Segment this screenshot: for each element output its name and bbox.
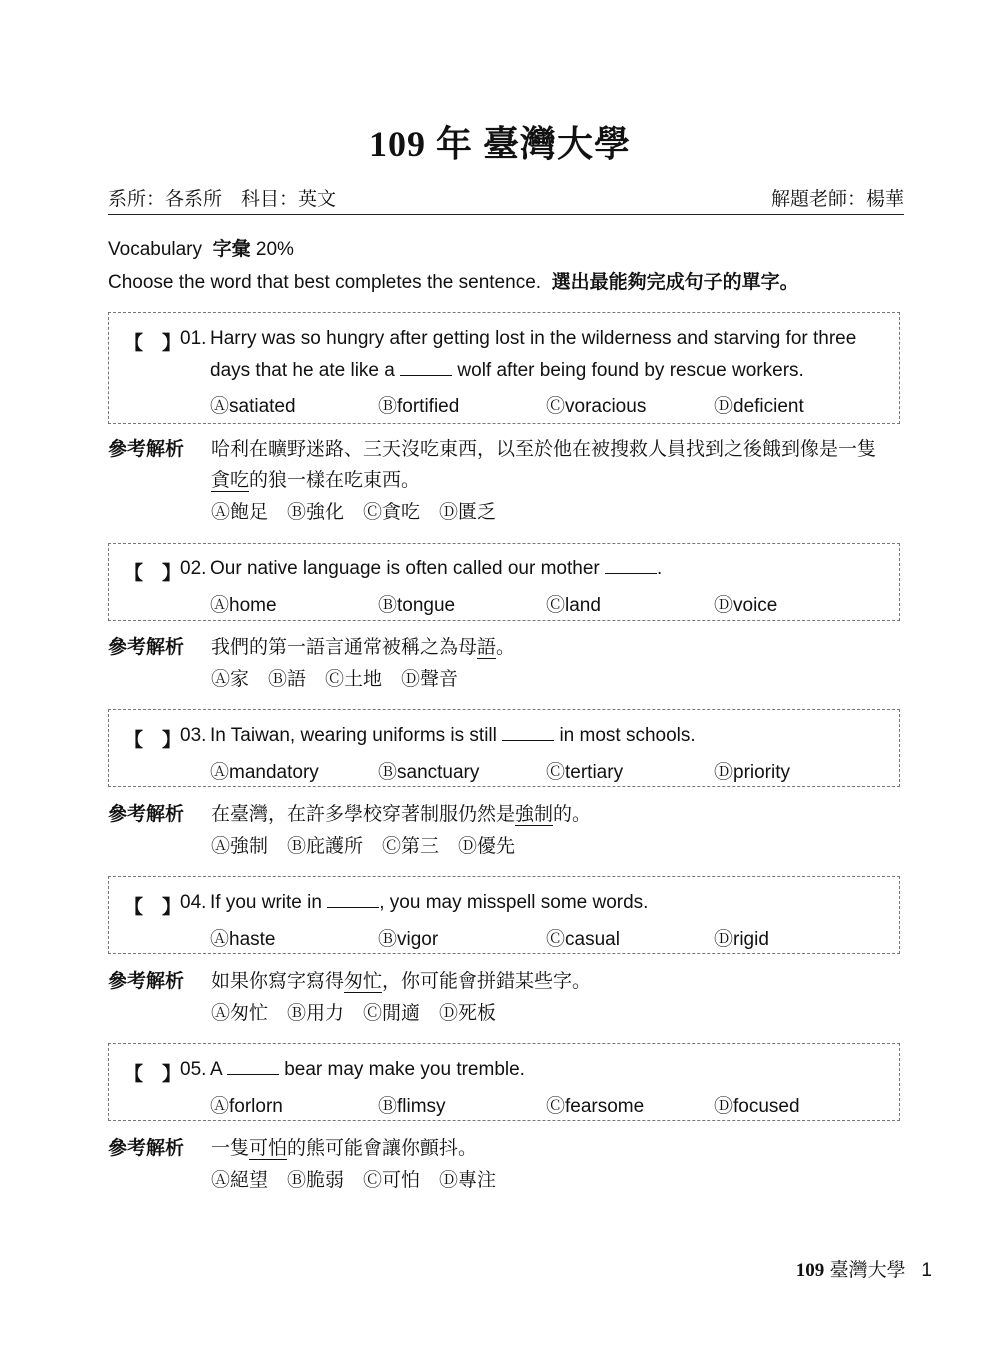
question-text-line1: Harry was so hungry after getting lost in the wilderness and starving for three — [210, 328, 857, 349]
answer-text-pre: 在臺灣，在許多學校穿著制服仍然是 — [211, 804, 516, 825]
instruction-en: Choose the word that best completes the sentence. — [108, 272, 542, 293]
answer-bracket: 【 】 — [124, 730, 182, 751]
option-d: Ⓓvoice — [714, 595, 778, 616]
answer-explanation — [211, 966, 591, 993]
question-text-post: in most schools. — [559, 725, 696, 746]
option-b: Ⓑsanctuary — [378, 762, 480, 783]
question-text — [210, 558, 662, 580]
question-text-pre: days that he ate like a — [210, 360, 395, 381]
answer-label: 參考解析 — [108, 971, 185, 992]
question-text — [210, 328, 856, 350]
section-percent: 20% — [255, 239, 294, 260]
dept-label: 系所：各系所 — [108, 189, 223, 210]
blank — [400, 374, 452, 376]
question-text-post: . — [657, 558, 663, 579]
question-number: 04. — [180, 892, 207, 913]
question-number: 05. — [180, 1059, 207, 1080]
option-c: Ⓒland — [546, 595, 601, 616]
option-d: Ⓓdeficient — [714, 396, 804, 417]
answer-keyword: 匆忙 — [344, 971, 383, 992]
answer-text-post: 的熊可能會讓你顫抖。 — [287, 1138, 478, 1159]
question-text-pre: Our native language is often called our mother — [210, 558, 600, 579]
answer-text-post: ，你可能會拼錯某些字。 — [382, 971, 592, 992]
footer-year: 109 — [795, 1260, 825, 1281]
question-text — [210, 892, 648, 914]
option-a: Ⓐsatiated — [210, 396, 296, 417]
answer-bracket: 【 】 — [124, 333, 182, 354]
dept-subject — [108, 184, 336, 211]
option-a: Ⓐhaste — [210, 929, 276, 950]
instruction-zh: 選出最能夠完成句子的單字。 — [551, 272, 799, 293]
blank — [327, 906, 379, 908]
answer-explanation — [211, 1133, 477, 1160]
answer-bracket: 【 】 — [124, 1064, 182, 1085]
question-text-post: bear may make you tremble. — [284, 1059, 525, 1080]
answer-text-post: 的。 — [553, 804, 592, 825]
option-a: Ⓐforlorn — [210, 1096, 283, 1117]
question-number: 03. — [180, 725, 207, 746]
question-text-pre: In Taiwan, wearing uniforms is still — [210, 725, 497, 746]
answer-options: Ⓐ匆忙 Ⓑ用力 Ⓒ閒適 Ⓓ死板 — [211, 1003, 497, 1024]
blank — [227, 1073, 279, 1075]
teacher-label: 解題老師：楊華 — [770, 189, 904, 210]
question-text-line2 — [210, 360, 804, 382]
option-a: Ⓐhome — [210, 595, 277, 616]
question-text-post: , you may misspell some words. — [379, 892, 649, 913]
question-text — [210, 725, 696, 747]
footer-school: 臺灣大學 — [829, 1260, 906, 1281]
answer-explanation — [211, 799, 591, 826]
option-b: Ⓑflimsy — [378, 1096, 446, 1117]
answer-label: 參考解析 — [108, 804, 185, 825]
answer-label: 參考解析 — [108, 637, 185, 658]
option-c: Ⓒtertiary — [546, 762, 624, 783]
question-text-pre: A — [210, 1059, 222, 1080]
answer-bracket: 【 】 — [124, 563, 182, 584]
option-a: Ⓐmandatory — [210, 762, 319, 783]
option-b: Ⓑtongue — [378, 595, 456, 616]
question-text-post: wolf after being found by rescue workers. — [457, 360, 804, 381]
question-number: 01. — [180, 328, 207, 349]
answer-keyword: 可怕 — [249, 1138, 288, 1159]
section-title — [108, 234, 294, 261]
answer-text-post: 的狼一樣在吃東西。 — [249, 470, 421, 491]
page-number: 1 — [921, 1260, 932, 1281]
option-c: Ⓒvoracious — [546, 396, 647, 417]
answer-keyword: 貪吃 — [211, 470, 250, 491]
answer-text-pre: 一隻 — [211, 1138, 250, 1159]
answer-keyword: 強制 — [515, 804, 554, 825]
answer-explanation: 哈利在曠野迷路、三天沒吃東西，以至於他在被搜救人員找到之後餓到像是一隻 — [211, 439, 877, 460]
option-b: Ⓑvigor — [378, 929, 439, 950]
answer-explanation — [211, 632, 515, 659]
option-d: Ⓓpriority — [714, 762, 791, 783]
question-text-pre: If you write in — [210, 892, 322, 913]
answer-options: Ⓐ絕望 Ⓑ脆弱 Ⓒ可怕 Ⓓ專注 — [211, 1170, 497, 1191]
option-c: Ⓒfearsome — [546, 1096, 645, 1117]
page-title: 109 年 臺灣大學 — [368, 124, 631, 164]
subject-label: 科目：英文 — [241, 189, 337, 210]
question-number: 02. — [180, 558, 207, 579]
answer-text-pre: 如果你寫字寫得 — [211, 971, 345, 992]
answer-options: Ⓐ強制 Ⓑ庇護所 Ⓒ第三 Ⓓ優先 — [211, 836, 516, 857]
option-d: Ⓓrigid — [714, 929, 769, 950]
answer-explanation-line2 — [211, 465, 420, 492]
section-instruction — [108, 267, 799, 294]
answer-label: 參考解析 — [108, 1138, 185, 1159]
option-c: Ⓒcasual — [546, 929, 620, 950]
blank — [605, 572, 657, 574]
answer-label: 參考解析 — [108, 439, 185, 460]
exam-info-bar — [108, 184, 904, 215]
option-b: Ⓑfortified — [378, 396, 460, 417]
section-title-zh: 字彙 — [212, 239, 251, 260]
answer-keyword: 語 — [477, 637, 497, 658]
section-title-en: Vocabulary — [108, 239, 203, 260]
answer-options: Ⓐ家 Ⓑ語 Ⓒ土地 Ⓓ聲音 — [211, 669, 459, 690]
option-d: Ⓓfocused — [714, 1096, 800, 1117]
answer-options: Ⓐ飽足 Ⓑ強化 Ⓒ貪吃 Ⓓ匱乏 — [211, 502, 497, 523]
question-text — [210, 1059, 525, 1081]
answer-text-post: 。 — [496, 637, 516, 658]
page-footer — [796, 1255, 932, 1282]
blank — [502, 739, 554, 741]
answer-text-pre: 我們的第一語言通常被稱之為母 — [211, 637, 478, 658]
answer-bracket: 【 】 — [124, 897, 182, 918]
